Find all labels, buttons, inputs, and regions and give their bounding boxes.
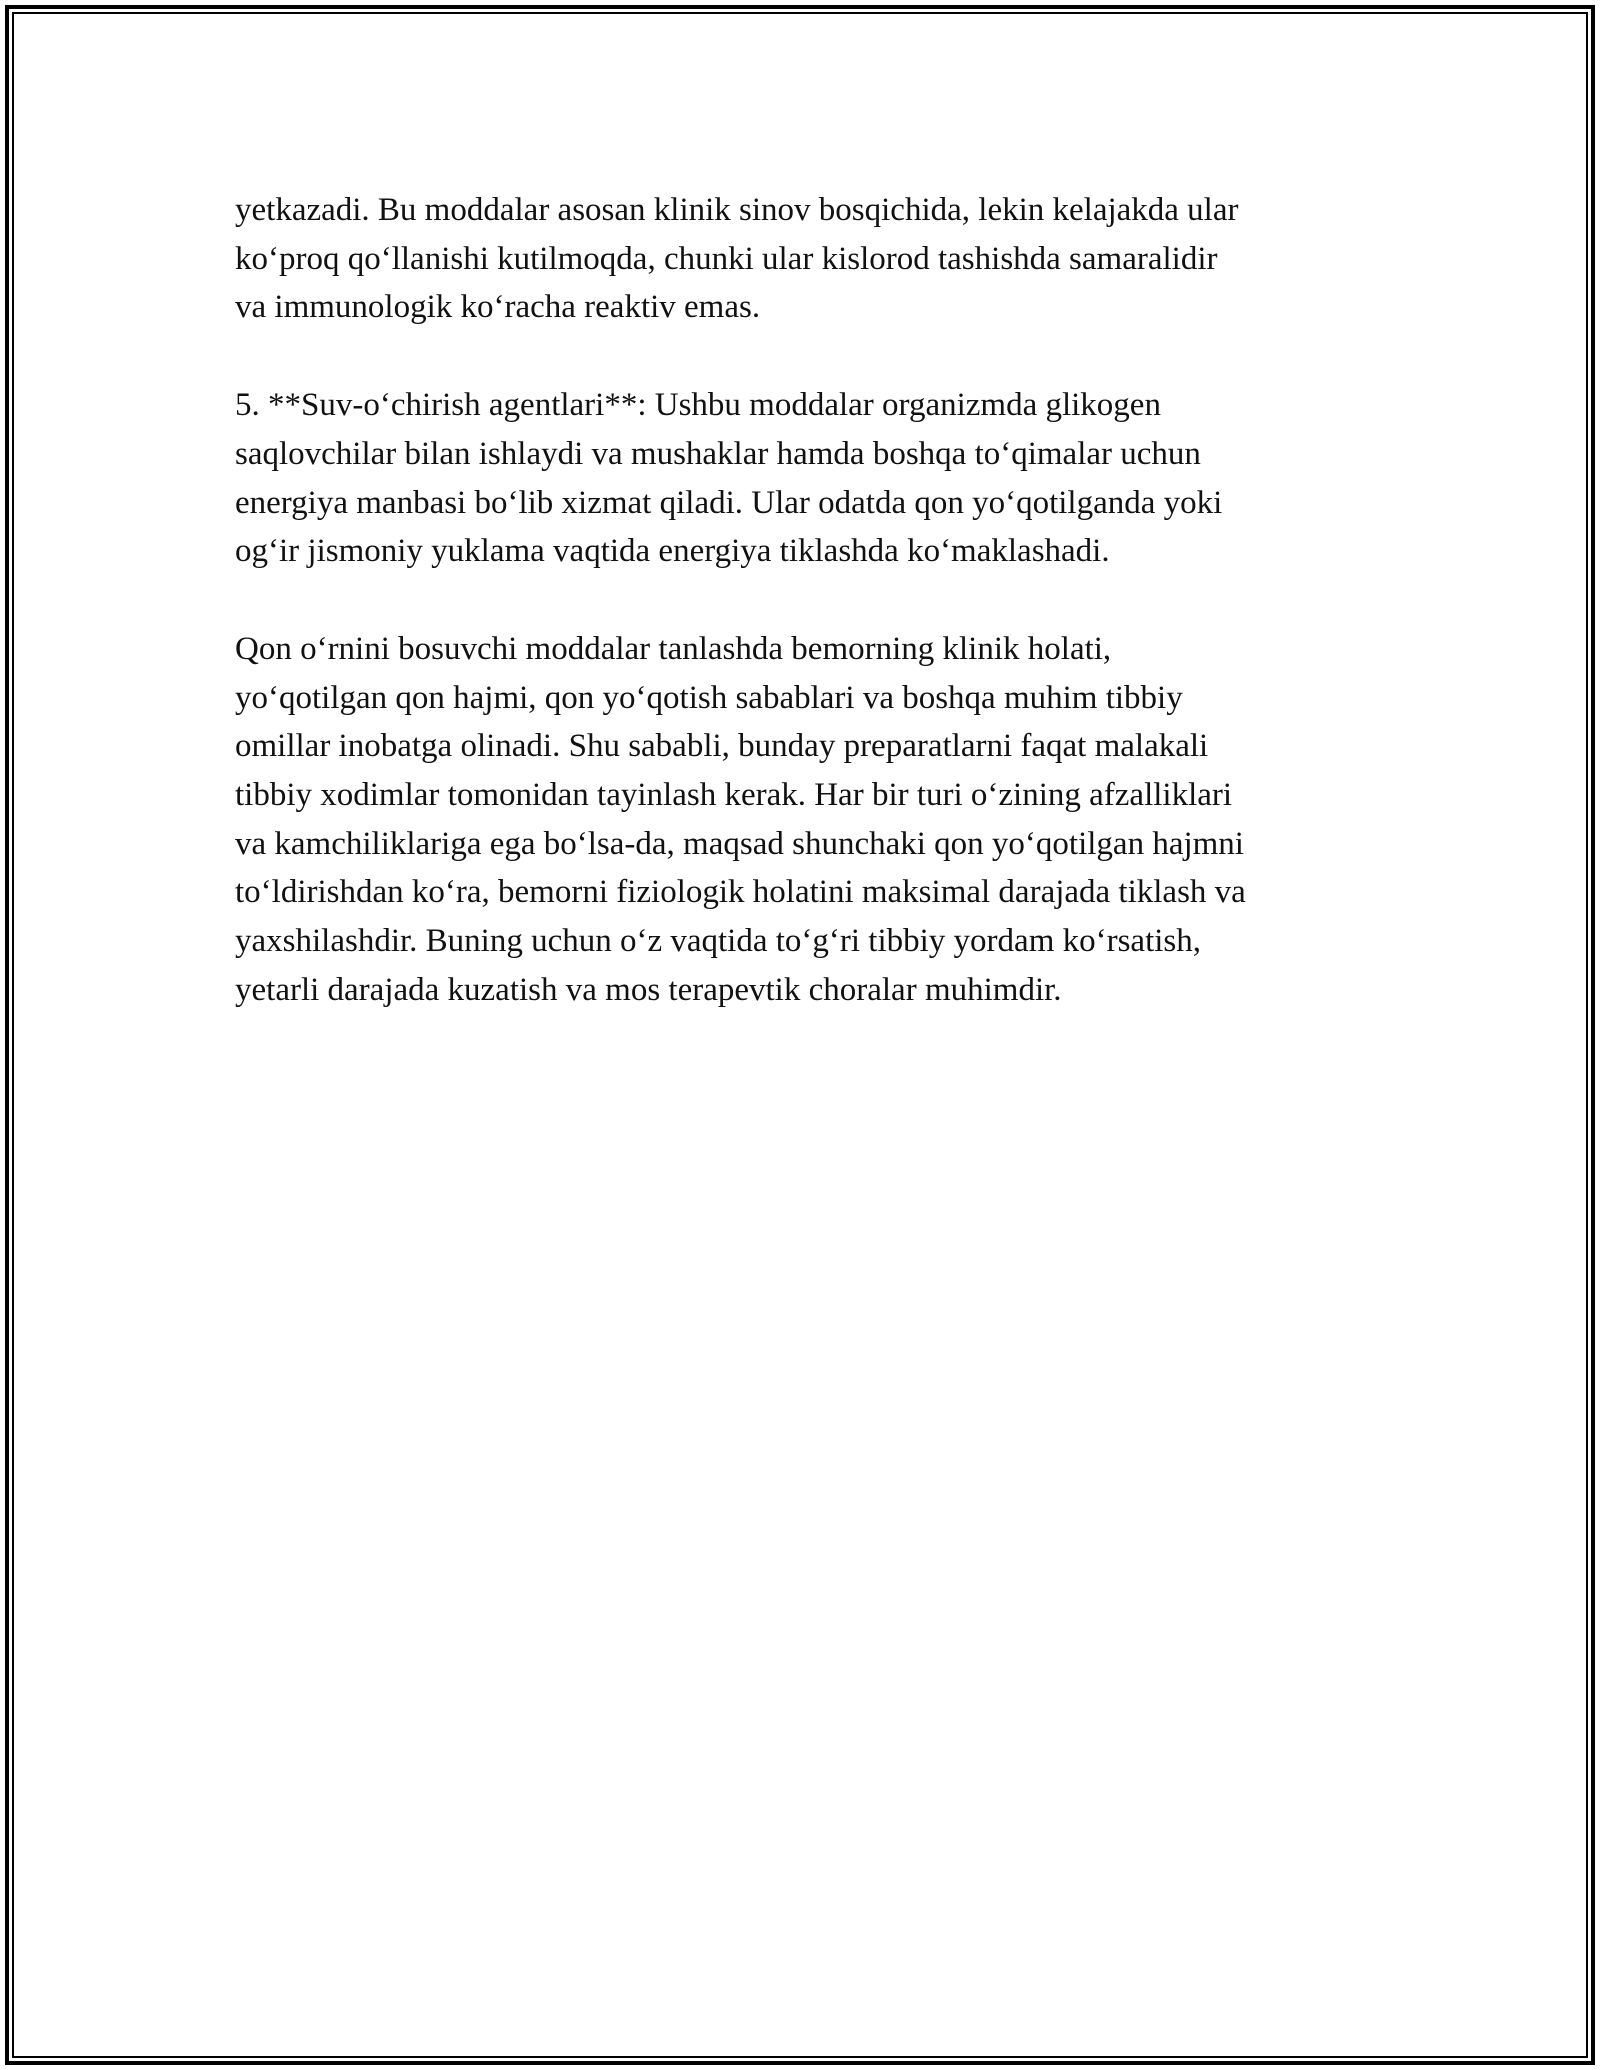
text-line: to‘ldirishdan ko‘ra, bemorni fiziologik holatini maksimal darajada tiklash va [235,874,1246,911]
text-line: yetarli darajada kuzatish va mos terapevtik choralar muhimdir. [235,971,1062,1008]
text-line: yo‘qotilgan qon hajmi, qon yo‘qotish sabablari va boshqa muhim tibbiy [235,679,1183,716]
text-line: yaxshilashdir. Buning uchun o‘z vaqtida to‘g‘ri tibbiy yordam ko‘rsatish, [235,923,1202,960]
paragraph-2 [235,381,1385,576]
text-line: Qon o‘rnini bosuvchi moddalar tanlashda bemorning klinik holati, [235,630,1112,667]
text-line: va immunologik ko‘racha reaktiv emas. [235,289,761,326]
text-line: og‘ir jismoniy yuklama vaqtida energiya tiklashda ko‘maklashadi. [235,533,1110,570]
text-line: tibbiy xodimlar tomonidan tayinlash kerak. Har bir turi o‘zining afzalliklari [235,777,1233,814]
text-line: yetkazadi. Bu moddalar asosan klinik sinov bosqichida, lekin kelajakda ular [235,192,1239,228]
text-line: saqlovchilar bilan ishlaydi va mushaklar hamda boshqa to‘qimalar uchun [235,435,1201,472]
text-line: omillar inobatga olinadi. Shu sababli, bunday preparatlarni faqat malakali [235,728,1209,765]
text-line: 5. **Suv-o‘chirish agentlari**: Ushbu moddalar organizmda glikogen [235,387,1161,424]
text-line: energiya manbasi bo‘lib xizmat qiladi. Ular odatda qon yo‘qotilganda yoki [235,484,1223,521]
text-line: va kamchiliklariga ega bo‘lsa-da, maqsad shunchaki qon yo‘qotilgan hajmni [235,825,1244,862]
paragraph-3 [235,625,1385,1015]
text-line: ko‘proq qo‘llanishi kutilmoqda, chunki ular kislorod tashishda samaralidir [235,240,1218,277]
paragraph-1 [235,186,1385,332]
document-body [235,186,1385,1064]
